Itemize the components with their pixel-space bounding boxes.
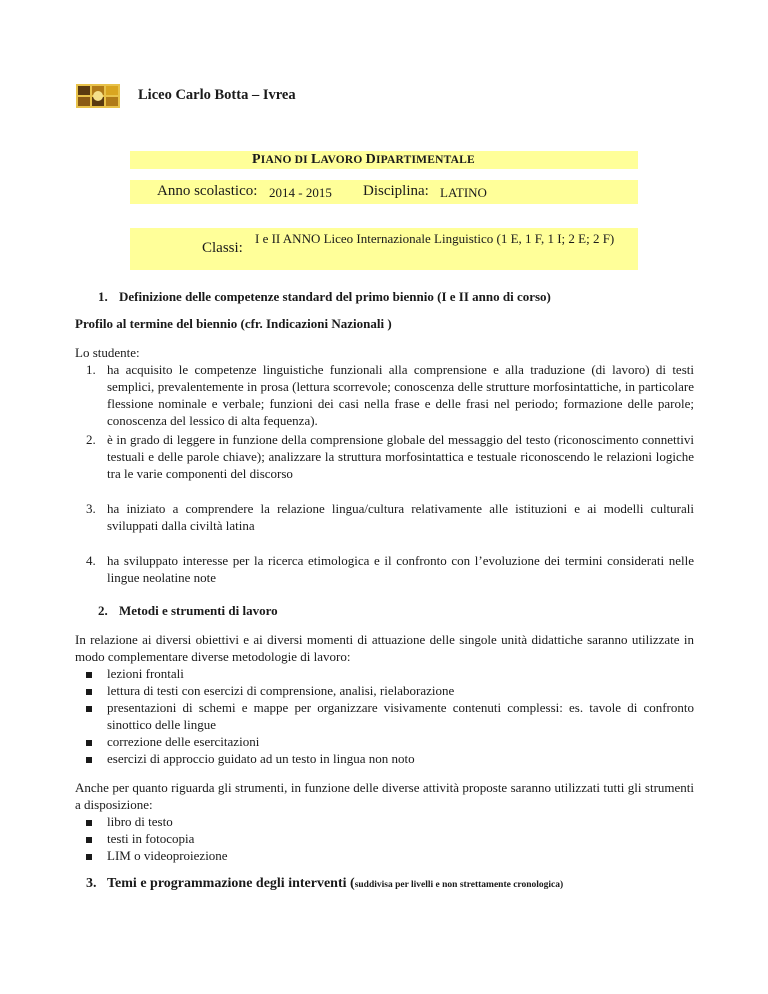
list-item	[86, 750, 92, 767]
item-number: 1.	[86, 362, 96, 377]
list-item	[86, 813, 92, 830]
square-bullet-icon	[86, 837, 92, 843]
school-year-label: Anno scolastico:	[157, 183, 258, 199]
square-bullet-icon	[86, 672, 92, 678]
methods-intro: In relazione ai diversi obiettivi e ai diversi momenti di attuazione delle singole unità didattiche saranno utilizzate in modo complementare diverse metodologie di lavoro:	[75, 632, 694, 664]
student-intro: Lo studente:	[75, 345, 140, 360]
tool-item: testi in fotocopia	[107, 831, 195, 846]
tools-intro: Anche per quanto riguarda gli strumenti, in funzione delle diverse attività proposte saranno utilizzati tutti gli strumenti a disposizione:	[75, 780, 694, 812]
method-item: lezioni frontali	[107, 666, 184, 681]
competence-item: ha iniziato a comprendere la relazione lingua/cultura relativamente alle istituzioni e ai modelli culturali sviluppati dalla civiltà latina	[107, 501, 694, 533]
section2-title: Metodi e strumenti di lavoro	[119, 603, 278, 618]
discipline-label: Disciplina:	[363, 183, 429, 199]
school-logo-icon	[76, 82, 120, 110]
list-item	[86, 682, 92, 699]
list-item	[86, 847, 92, 864]
competence-item: ha sviluppato interesse per la ricerca etimologica e il confronto con l’evoluzione dei termini considerati nelle lingue neolatine note	[107, 553, 694, 585]
method-item: presentazioni di schemi e mappe per organizzare visivamente contenuti complessi: es. tavole di confronto sinottico delle lingue	[107, 700, 694, 732]
section3-title: Temi e programmazione degli interventi	[107, 876, 347, 891]
school-year-value: 2014 - 2015	[269, 185, 332, 200]
square-bullet-icon	[86, 854, 92, 860]
method-item: lettura di testi con esercizi di comprensione, analisi, rielaborazione	[107, 683, 455, 698]
section3-number: 3.	[86, 876, 97, 891]
section1-title: Definizione delle competenze standard del primo biennio (I e II anno di corso)	[119, 289, 551, 304]
school-name: Liceo Carlo Botta – Ivrea	[138, 87, 296, 103]
list-item	[86, 699, 92, 716]
section3-note: suddivisa per livelli e non strettamente cronologica)	[354, 880, 564, 890]
list-item	[86, 733, 92, 750]
discipline-value: LATINO	[440, 185, 487, 200]
square-bullet-icon	[86, 820, 92, 826]
competence-item: è in grado di leggere in funzione della comprensione globale del messaggio del testo (riconoscimento connettivi testuali e delle parole chiave); analizzare la struttura morfosintattica e testuale riconoscendo le relazioni logiche tra le varie componenti del discorso	[107, 432, 694, 481]
method-item: esercizi di approccio guidato ad un testo in lingua non noto	[107, 751, 415, 766]
profile-title: Profilo al termine del biennio (cfr. Indicazioni Nazionali )	[75, 316, 392, 331]
classes-label: Classi:	[202, 240, 243, 256]
section1-number: 1.	[98, 289, 108, 304]
item-number: 3.	[86, 501, 96, 516]
section2-number: 2.	[98, 603, 108, 618]
tool-item: libro di testo	[107, 814, 173, 829]
tool-item: LIM o videoproiezione	[107, 848, 228, 863]
competence-item: ha acquisito le competenze linguistiche funzionali alla comprensione e alla traduzione (di lavoro) di testi semplici, prevalentemente in prosa (lettura scorrevole; conoscenza delle strutture morfosintattiche, in particolare flessione nominale e verbale; funzioni dei casi nella frase e delle frasi nel periodo; formazione delle parole; conoscenza del lessico di alta fequenza).	[107, 362, 694, 428]
item-number: 2.	[86, 432, 96, 447]
square-bullet-icon	[86, 689, 92, 695]
list-item	[86, 665, 92, 682]
method-item: correzione delle esercitazioni	[107, 734, 260, 749]
plan-title: PIANO DI LAVORO DIPARTIMENTALE	[252, 152, 475, 167]
square-bullet-icon	[86, 757, 92, 763]
classes-value: I e II ANNO Liceo Internazionale Linguistico (1 E, 1 F, 1 I; 2 E; 2 F)	[255, 231, 615, 246]
section3-heading: Temi e programmazione degli interventi (suddivisa per livelli e non strettamente cronologica)	[107, 876, 564, 891]
list-item	[86, 830, 92, 847]
square-bullet-icon	[86, 706, 92, 712]
square-bullet-icon	[86, 740, 92, 746]
item-number: 4.	[86, 553, 96, 568]
